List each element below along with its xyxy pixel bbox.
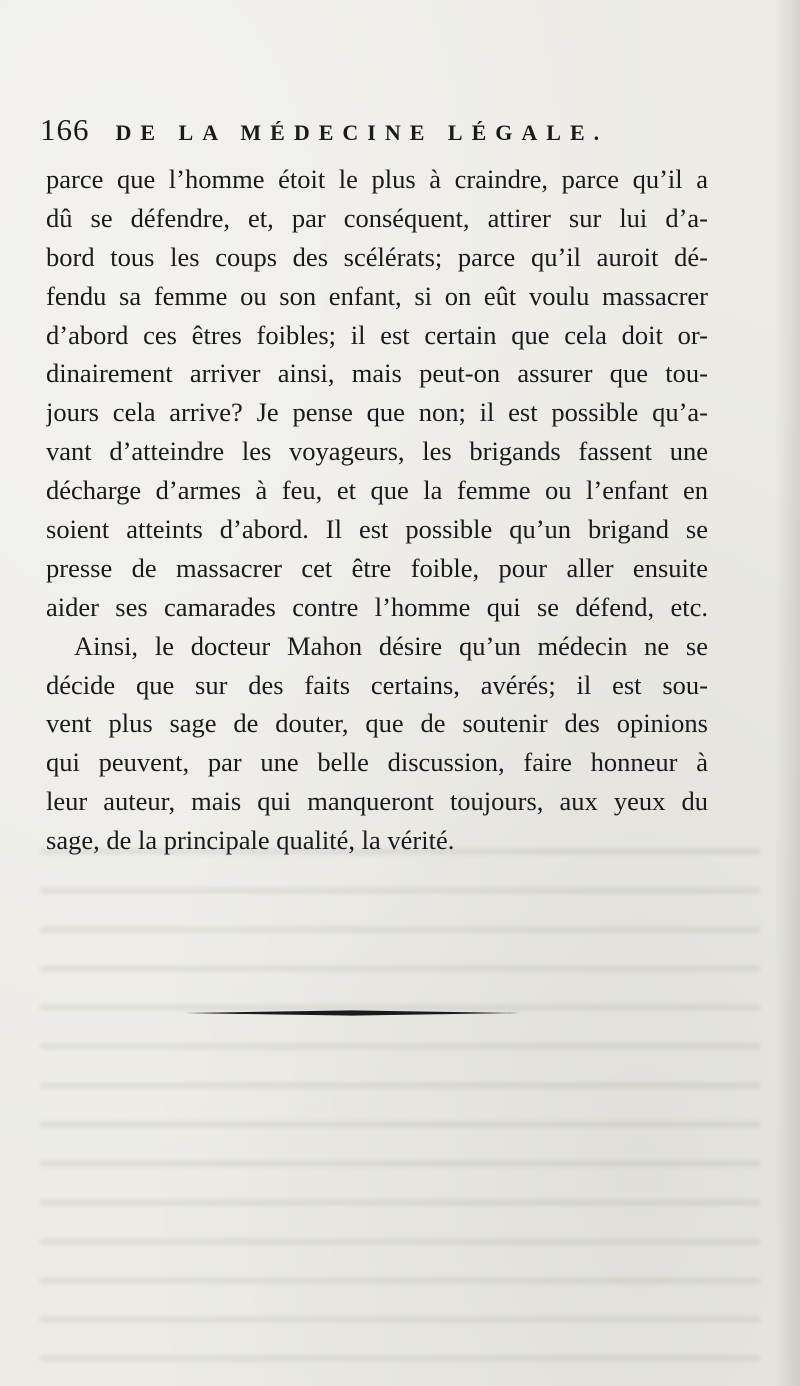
text-line: Ainsi, le docteur Mahon désire qu’un médecin ne se xyxy=(74,630,708,661)
text-line: d’abord ces êtres foibles; il est certain que cela doit or- xyxy=(46,319,708,350)
text-line: leur auteur, mais qui manqueront toujours, aux yeux du xyxy=(46,786,708,817)
ornamental-rule xyxy=(184,1010,520,1016)
text-line: vent plus sage de douter, que de soutenir des opinions xyxy=(46,708,708,739)
show-through-texture xyxy=(40,820,760,1380)
text-line: décide que sur des faits certains, avérés; il est sou- xyxy=(46,669,708,700)
text-line: dinairement arriver ainsi, mais peut-on assurer que tou- xyxy=(46,358,708,389)
text-line: vant d’atteindre les voyageurs, les brigands fassent une xyxy=(46,436,708,467)
text-line: jours cela arrive? Je pense que non; il est possible qu’a- xyxy=(46,397,708,428)
text-line: soient atteints d’abord. Il est possible qu’un brigand se xyxy=(46,514,708,545)
text-line: dû se défendre, et, par conséquent, attirer sur lui d’a- xyxy=(46,202,708,233)
page-number: 166 xyxy=(40,112,90,147)
text-line: fendu sa femme ou son enfant, si on eût voulu massacrer xyxy=(46,280,708,311)
text-line: qui peuvent, par une belle discussion, faire honneur à xyxy=(46,747,708,778)
text-line: presse de massacrer cet être foible, pour aller ensuite xyxy=(46,552,708,583)
text-line: décharge d’armes à feu, et que la femme ou l’enfant en xyxy=(46,475,708,506)
text-line: bord tous les coups des scélérats; parce qu’il auroit dé- xyxy=(46,241,708,272)
running-head xyxy=(40,112,740,156)
running-title: DE LA MÉDECINE LÉGALE. xyxy=(115,120,609,145)
text-line: sage, de la principale qualité, la vérité. xyxy=(46,825,455,856)
page-edge-shadow xyxy=(774,0,800,1386)
body-text xyxy=(46,160,708,860)
text-line: aider ses camarades contre l’homme qui se défend, etc. xyxy=(46,591,708,622)
text-line: parce que l’homme étoit le plus à craindre, parce qu’il a xyxy=(46,164,708,194)
